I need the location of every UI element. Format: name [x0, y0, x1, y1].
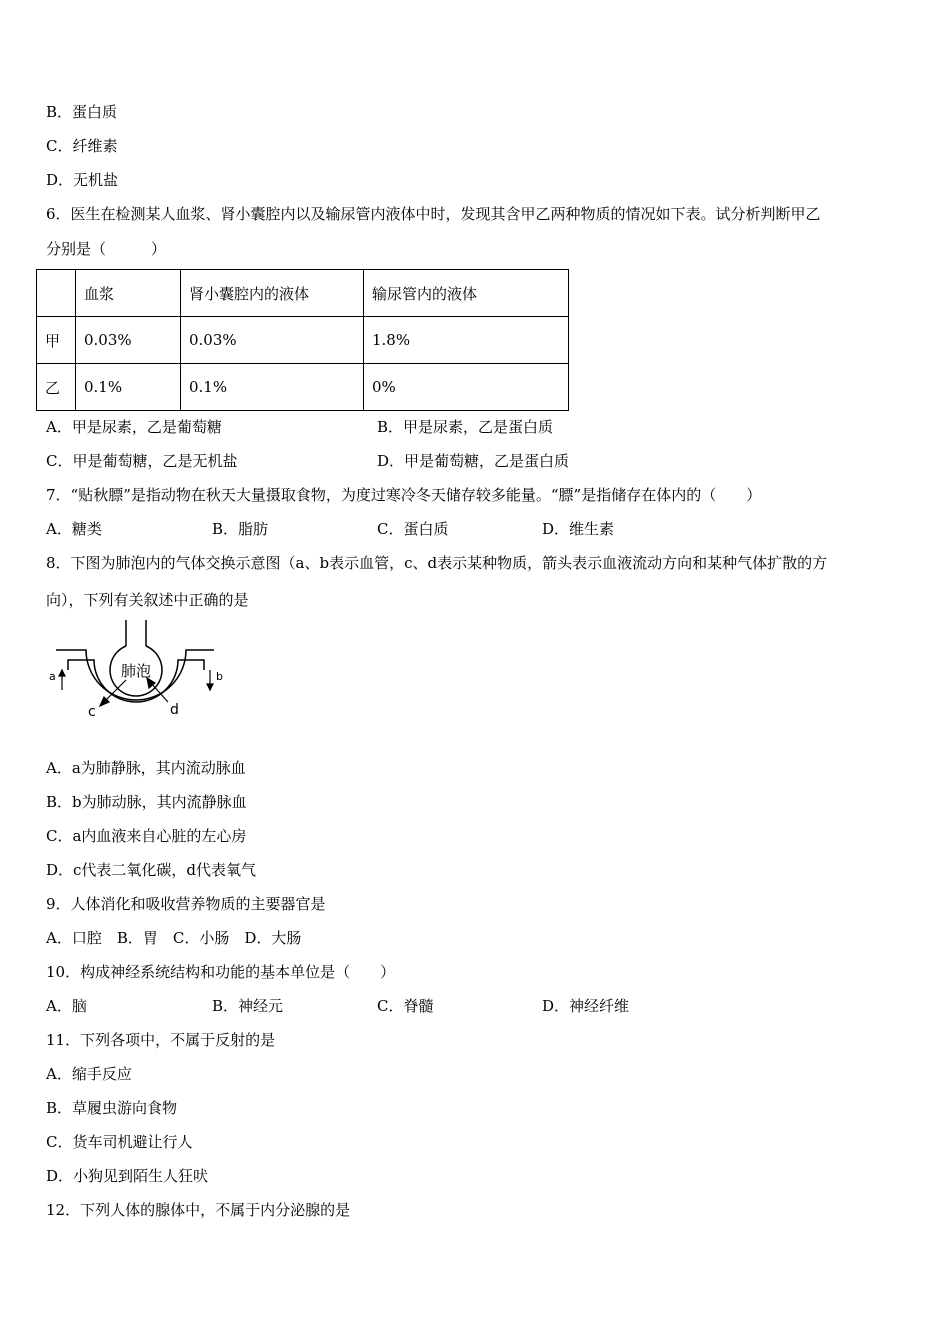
table-cell: 甲: [37, 317, 76, 364]
q8-option-b: B．b为肺动脉，其内流静脉血: [46, 793, 247, 811]
q7-option-d: D．维生素: [542, 520, 615, 538]
q10-option-a: A．脑: [46, 997, 87, 1015]
table-cell: 0%: [364, 364, 569, 411]
q11-option-a: A．缩手反应: [46, 1065, 132, 1083]
table-row: [37, 364, 569, 411]
q9-stem: 9．人体消化和吸收营养物质的主要器官是: [46, 895, 326, 913]
q10-option-b: B．神经元: [212, 997, 284, 1015]
table-row: [37, 317, 569, 364]
q7-option-b: B．脂肪: [212, 520, 269, 538]
q8-option-d: D．c代表二氧化碳，d代表氧气: [46, 861, 257, 879]
table-cell: 0.03%: [181, 317, 364, 364]
q10-option-d: D．神经纤维: [542, 997, 630, 1015]
q11-option-d: D．小狗见到陌生人狂吠: [46, 1167, 209, 1185]
q12-stem: 12．下列人体的腺体中，不属于内分泌腺的是: [46, 1201, 351, 1219]
q6-option-b: B．甲是尿素，乙是蛋白质: [377, 418, 554, 436]
q8-stem-line2: 向），下列有关叙述中正确的是: [46, 591, 249, 609]
q6-option-c: C．甲是葡萄糖，乙是无机盐: [46, 452, 238, 470]
substance-d-label: d: [170, 702, 179, 718]
q8-option-a: A．a为肺静脉，其内流动脉血: [46, 759, 246, 777]
q6-stem-line1: 6．医生在检测某人血浆、肾小囊腔内以及输尿管内液体中时，发现其含甲乙两种物质的情况如下表。试分析判断甲乙: [46, 205, 821, 223]
q5-option-c: C．纤维素: [46, 137, 118, 155]
q5-option-b: B．蛋白质: [46, 103, 118, 121]
q7-option-c: C．蛋白质: [377, 520, 449, 538]
q11-option-b: B．草履虫游向食物: [46, 1099, 178, 1117]
alveolus-label: 肺泡: [120, 662, 152, 680]
alveolus-gas-exchange-diagram: [46, 618, 226, 722]
table-header-cell: 输尿管内的液体: [364, 270, 569, 317]
table-cell: 乙: [37, 364, 76, 411]
table-cell: 1.8%: [364, 317, 569, 364]
q6-stem-line2: 分别是（ ）: [46, 240, 167, 258]
q5-option-d: D．无机盐: [46, 171, 119, 189]
table-header-cell: 血浆: [76, 270, 181, 317]
vessel-b-label: b: [216, 670, 223, 683]
q10-option-c: C．脊髓: [377, 997, 434, 1015]
table-cell: 0.03%: [76, 317, 181, 364]
q11-stem: 11．下列各项中，不属于反射的是: [46, 1031, 276, 1049]
q7-stem: 7．“贴秋膘”是指动物在秋天大量摄取食物，为度过寒冷冬天储存较多能量。“膘”是指储存在体内的（ ）: [46, 486, 762, 504]
vessel-a-label: a: [49, 670, 56, 683]
table-header-row: [37, 270, 569, 317]
table-header-cell: [37, 270, 76, 317]
q8-stem-line1: 8．下图为肺泡内的气体交换示意图（a、b表示血管，c、d表示某种物质，箭头表示血液流动方向和某种气体扩散的方: [46, 554, 828, 572]
q9-options: A．口腔 B．胃 C．小肠 D．大肠: [46, 929, 302, 947]
q8-option-c: C．a内血液来自心脏的左心房: [46, 827, 247, 845]
q6-option-a: A．甲是尿素，乙是葡萄糖: [46, 418, 222, 436]
table-header-cell: 肾小囊腔内的液体: [181, 270, 364, 317]
substance-c-label: c: [88, 704, 96, 720]
table-cell: 0.1%: [76, 364, 181, 411]
q11-option-c: C．货车司机避让行人: [46, 1133, 193, 1151]
q7-option-a: A．糖类: [46, 520, 102, 538]
q6-option-d: D．甲是葡萄糖，乙是蛋白质: [377, 452, 570, 470]
table-cell: 0.1%: [181, 364, 364, 411]
q10-stem: 10．构成神经系统结构和功能的基本单位是（ ）: [46, 963, 396, 981]
q6-data-table: [36, 269, 569, 411]
